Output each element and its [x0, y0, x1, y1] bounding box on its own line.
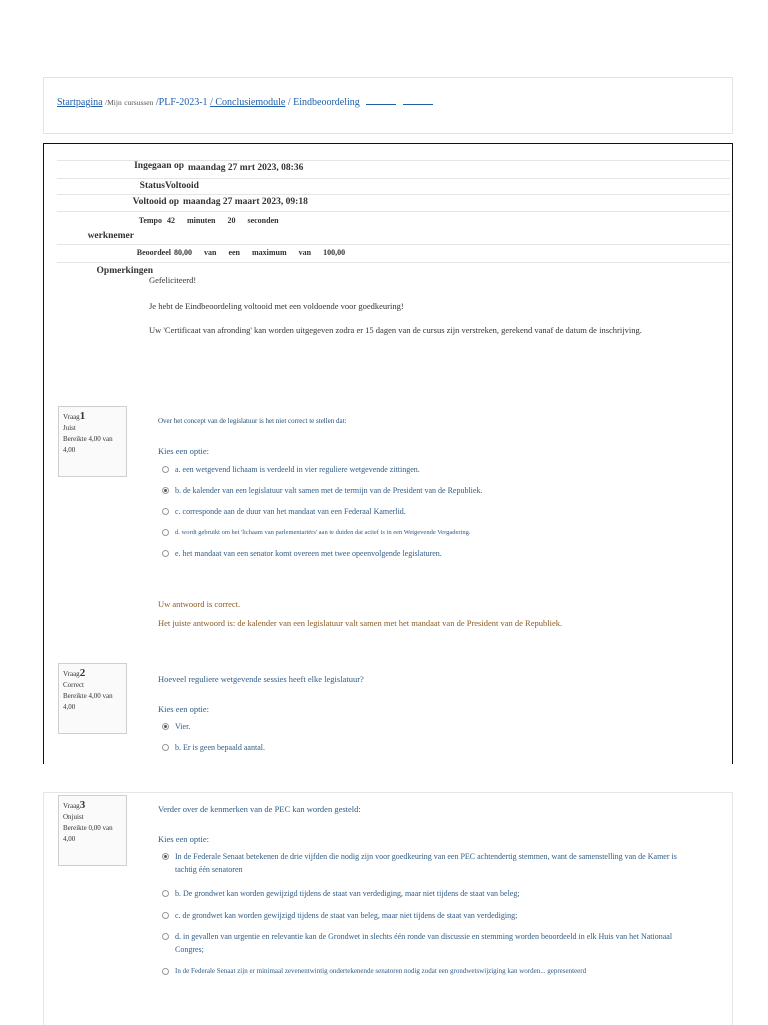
question-1-number: 1 [79, 410, 86, 422]
status-label: Status [139, 181, 165, 191]
question-2-info [58, 663, 127, 734]
breadcrumb-home-link[interactable]: Startpagina [57, 97, 103, 108]
time-value: 42 minuten 20 seconden [167, 216, 279, 225]
grade-label: Beoordeel [136, 248, 171, 257]
question-2-text: Hoeveel reguliere wetgevende sessies heeft elke legislatuur? [158, 674, 364, 684]
feedback-congrats: Gefeliciteerd! [149, 275, 197, 285]
started-value: maandag 27 mrt 2023, 08:36 [188, 163, 304, 173]
radio-icon[interactable] [162, 890, 169, 897]
question-2-option-b[interactable] [162, 743, 265, 752]
option-label: d. in gevallen van urgentie en relevantie kan de Grondwet in slechts één ronde van discussie en stemming worden beoordeeld in elk Huis van het Nationaal Congres; [175, 932, 673, 954]
summary-row-remarks [57, 262, 730, 276]
radio-icon[interactable] [162, 968, 169, 975]
option-label: c. corresponde aan de duur van het mandaat van een Federaal Kamerlid. [175, 507, 406, 516]
option-label: a. een wetgevend lichaam is verdeeld in vier reguliere wetgevende zittingen. [175, 465, 420, 474]
option-label: In de Federale Senaat betekenen de drie vijfden die nodig zijn voor goedkeuring van een PEC achtendertig stemmen, want de samenstelling van de Kamer is tachtig één senatoren [175, 852, 677, 874]
question-2-prompt: Kies een optie: [158, 704, 209, 714]
completed-label: Voltooid op [132, 197, 179, 207]
breadcrumb-blank-1 [366, 104, 396, 105]
status-value: Voltooid [165, 181, 199, 191]
time-label-line2: werknemer [87, 231, 134, 241]
radio-icon[interactable] [162, 550, 169, 557]
time-label: Tempo [138, 216, 162, 225]
question-1-info [58, 406, 127, 477]
grade-value: 80,00 van een maximum van 100,00 [174, 248, 346, 257]
question-3-prompt: Kies een optie: [158, 834, 209, 844]
option-label: b. Er is geen bepaald aantal. [175, 743, 265, 752]
breadcrumb-section-link[interactable]: / Conclusiemodule [210, 97, 286, 108]
question-1-text: Over het concept van de legislatuur is het niet correct te stellen dat: [158, 417, 347, 425]
question-3-option-b[interactable] [162, 887, 682, 900]
question-1-feedback-correct: Uw antwoord is correct. [158, 599, 241, 609]
quiz-review-card [43, 143, 733, 764]
question-2-number: 2 [79, 667, 86, 679]
radio-selected-icon[interactable] [162, 723, 169, 730]
breadcrumb-course-link[interactable]: /PLF-2023-1 [155, 97, 208, 108]
question-3-text: Verder over de kenmerken van de PEC kan worden gesteld: [158, 804, 361, 814]
breadcrumb-my-courses[interactable]: /Mijn [105, 98, 122, 107]
question-3-option-e[interactable] [162, 965, 682, 978]
feedback-certificate: Uw 'Certificaat van afronding' kan worden uitgegeven zodra er 15 dagen van de cursus zijn verstreken, gerekend vanaf de datum de inschrijving. [149, 325, 642, 335]
question-1-feedback-right-answer: Het juiste antwoord is: de kalender van een legislatuur valt samen met het mandaat van de President van de Republiek. [158, 618, 563, 628]
option-label: b. De grondwet kan worden gewijzigd tijdens de staat van verdediging, maar niet tijdens de staat van beleg; [175, 889, 520, 898]
radio-icon[interactable] [162, 933, 169, 940]
option-label: c. de grondwet kan worden gewijzigd tijdens de staat van beleg, maar niet tijdens de staat van verdediging; [175, 911, 518, 920]
breadcrumb [57, 97, 433, 108]
question-1-state: Juist [63, 424, 76, 432]
radio-icon[interactable] [162, 529, 169, 536]
question-3-state: Onjuist [63, 813, 84, 821]
started-label: Ingegaan op [134, 161, 184, 171]
summary-row-time [57, 211, 730, 244]
question-2-option-a[interactable] [162, 722, 190, 731]
remarks-label: Opmerkingen [96, 266, 153, 276]
radio-selected-icon[interactable] [162, 853, 169, 860]
question-3-label: Vraag [63, 802, 80, 810]
question-1-option-a[interactable] [162, 465, 420, 474]
option-label: In de Federale Senaat zijn er minimaal zevenentwintig ondertekenende senatoren nodig zodat een grondwetswijziging kan worden... gepresenteerd [175, 967, 587, 975]
question-2-score: Bereikte 4,00 van 4,00 [63, 692, 113, 711]
question-1-option-b[interactable] [162, 486, 482, 495]
breadcrumb-page-link[interactable]: / Eindbeoordeling [287, 97, 360, 108]
question-1-label: Vraag [63, 413, 80, 421]
question-3-option-c[interactable] [162, 909, 682, 922]
question-3-number: 3 [79, 799, 86, 811]
question-1-prompt: Kies een optie: [158, 446, 209, 456]
option-label: Vier. [175, 722, 191, 731]
feedback-completed: Je hebt de Eindbeoordeling voltooid met een voldoende voor goedkeuring! [149, 301, 404, 311]
question-3-option-d[interactable] [162, 930, 682, 956]
question-3-option-a[interactable] [162, 850, 682, 876]
radio-icon[interactable] [162, 508, 169, 515]
breadcrumb-courses-word[interactable]: cursussen [124, 98, 154, 107]
summary-row-status [57, 178, 730, 195]
question-2-state: Correct [63, 681, 84, 689]
summary-row-grade [57, 244, 730, 262]
option-label: e. het mandaat van een senator komt overeen met twee opeenvolgende legislaturen. [175, 549, 442, 558]
radio-icon[interactable] [162, 466, 169, 473]
breadcrumb-panel [43, 77, 733, 134]
summary-row-started [57, 160, 730, 178]
option-label: d. wordt gebruikt om het 'lichaam van parlementariërs' aan te duiden dat actief is in een Wetgevende Vergadering. [175, 529, 471, 536]
radio-icon[interactable] [162, 912, 169, 919]
radio-icon[interactable] [162, 744, 169, 751]
question-3-card [43, 792, 733, 1025]
question-1-option-c[interactable] [162, 507, 406, 516]
option-label: b. de kalender van een legislatuur valt samen met de termijn van de President van de Republiek. [175, 486, 483, 495]
radio-selected-icon[interactable] [162, 487, 169, 494]
completed-value: maandag 27 maart 2023, 09:18 [183, 197, 308, 207]
question-1-option-e[interactable] [162, 549, 442, 558]
question-1-score: Bereikte 4,00 van 4,00 [63, 435, 113, 454]
question-2-label: Vraag [63, 670, 80, 678]
question-1-option-d[interactable] [162, 529, 470, 536]
summary-row-completed [57, 194, 730, 212]
question-3-score: Bereikte 0,00 van 4,00 [63, 824, 113, 843]
breadcrumb-blank-2 [403, 104, 433, 105]
question-3-info [58, 795, 127, 866]
